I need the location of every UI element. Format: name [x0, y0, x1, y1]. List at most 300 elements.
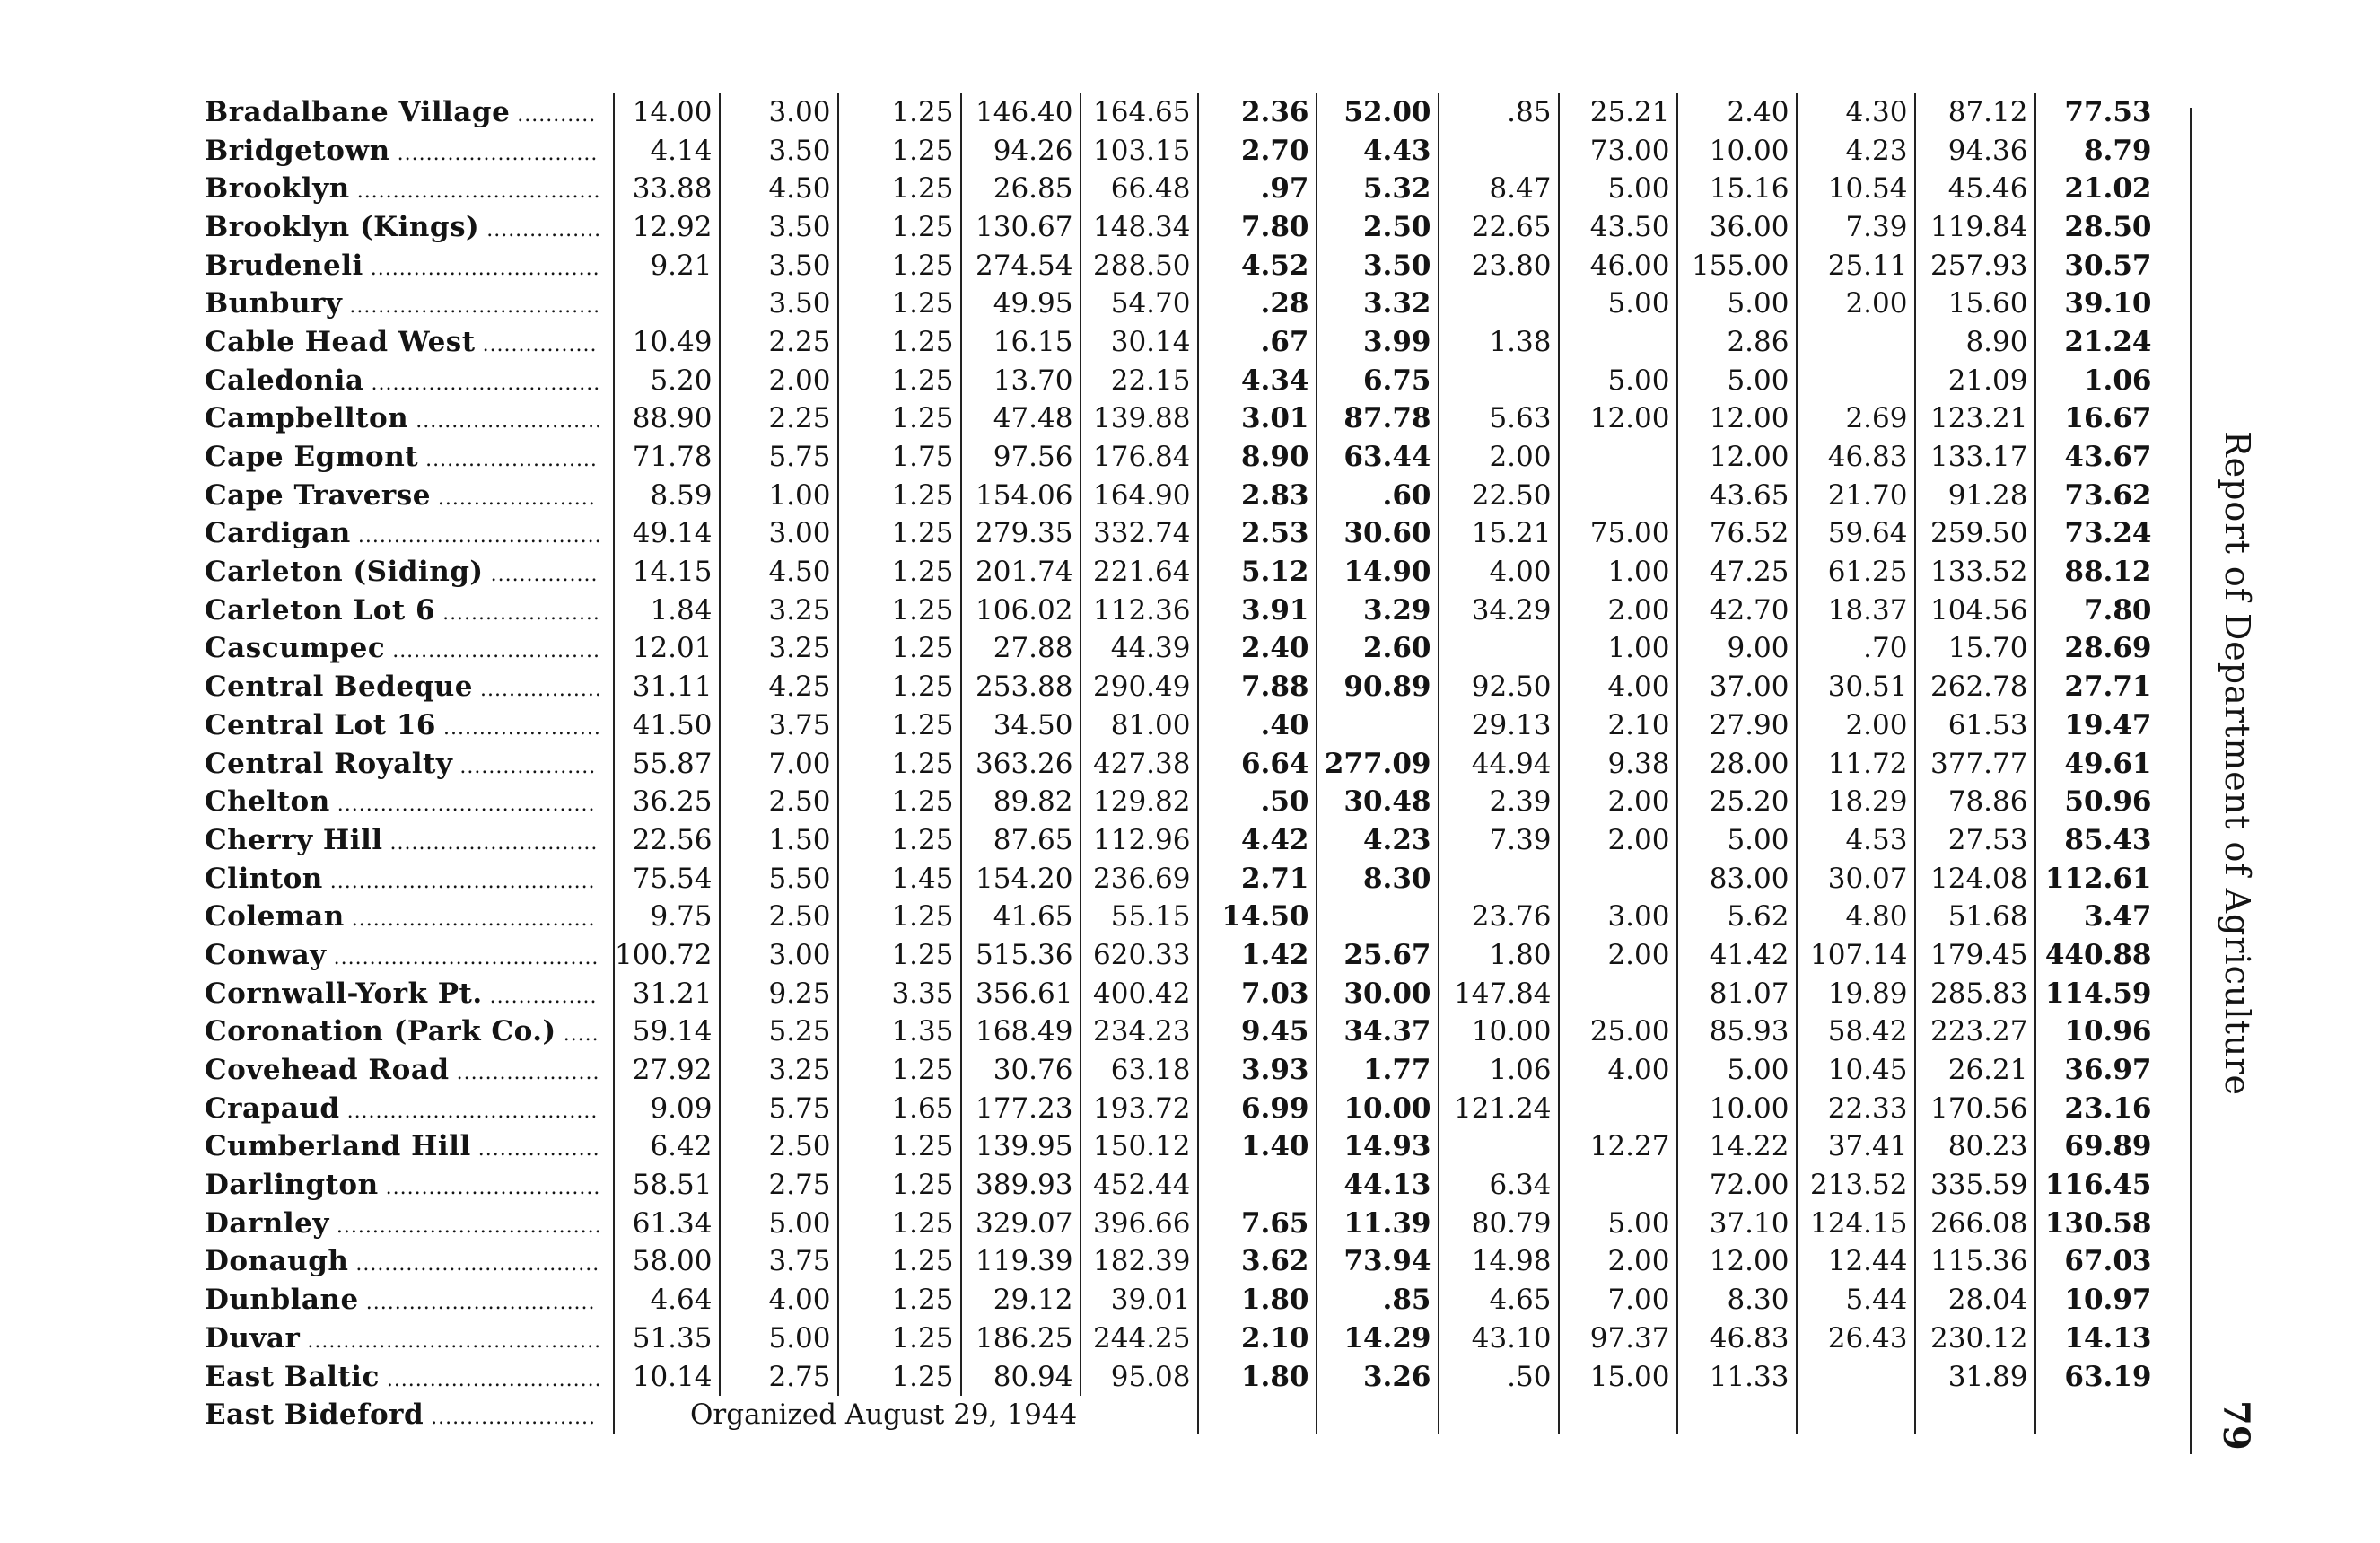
place-name: Bridgetown [205, 134, 390, 167]
table-row [203, 975, 2158, 1013]
value-cell: 10.00 [1439, 1013, 1559, 1052]
leader-dots: .................................. [350, 525, 602, 548]
value-cell: 1.65 [838, 1090, 961, 1128]
value-cell: 7.00 [720, 745, 838, 784]
value-cell: 94.26 [961, 132, 1081, 171]
value-cell: 28.69 [2064, 632, 2152, 665]
value-cell: .97 [1198, 170, 1317, 208]
value-cell: 2.86 [1677, 323, 1797, 362]
value-cell: 30.14 [1081, 323, 1198, 362]
leader-dots: ................. [470, 1138, 600, 1162]
value-cell: 377.77 [1915, 745, 2035, 784]
value-cell: 81.00 [1081, 706, 1198, 745]
value-cell: .50 [1198, 783, 1317, 821]
value-cell: 37.00 [1677, 668, 1797, 706]
value-cell: 3.00 [720, 515, 838, 554]
value-cell: 4.50 [720, 170, 838, 208]
value-cell: 2.00 [1559, 821, 1677, 860]
row-label-cell [203, 553, 614, 592]
value-cell: 3.93 [1198, 1051, 1317, 1090]
value-cell: 130.58 [2044, 1206, 2152, 1240]
place-name: Cape Traverse [205, 478, 431, 512]
value-cell: 14.00 [614, 93, 720, 132]
value-cell: 6.99 [1198, 1090, 1317, 1128]
value-cell: 10.49 [614, 323, 720, 362]
value-cell: .50 [1439, 1358, 1559, 1397]
value-cell: 3.50 [720, 247, 838, 285]
row-label-cell [203, 1051, 614, 1090]
value-cell [1677, 1396, 1797, 1434]
place-name: East Bideford [205, 1398, 424, 1432]
place-name: Brooklyn [205, 172, 350, 206]
value-cell: 440.88 [2044, 938, 2152, 971]
place-name: Duvar [205, 1321, 301, 1355]
value-cell: 14.98 [1439, 1243, 1559, 1282]
value-cell: 49.61 [2064, 747, 2152, 780]
place-name: Caledonia [205, 364, 364, 397]
place-name: Crapaud [205, 1091, 340, 1125]
value-cell: 4.65 [1439, 1281, 1559, 1319]
value-cell [1797, 1396, 1915, 1434]
value-cell: 95.08 [1081, 1358, 1198, 1397]
table-row [203, 170, 2158, 208]
value-cell: 7.88 [1198, 668, 1317, 706]
value-cell: 34.29 [1439, 592, 1559, 630]
value-cell: 4.00 [720, 1281, 838, 1319]
value-cell: 26.85 [961, 170, 1081, 208]
value-cell: 329.07 [961, 1205, 1081, 1243]
row-label-cell [203, 323, 614, 362]
value-cell: 2.00 [1559, 592, 1677, 630]
value-cell: 54.70 [1081, 285, 1198, 323]
value-cell: 28.04 [1915, 1281, 2035, 1319]
leader-dots: ................................... [339, 1100, 599, 1123]
value-cell: 7.80 [2083, 593, 2152, 627]
value-cell: 2.25 [720, 323, 838, 362]
value-cell: 89.82 [961, 783, 1081, 821]
value-cell [1915, 1396, 2035, 1434]
value-cell: 15.00 [1559, 1358, 1677, 1397]
value-cell: 7.00 [1559, 1281, 1677, 1319]
value-cell: 21.70 [1797, 477, 1915, 515]
value-cell: 124.08 [1915, 860, 2035, 899]
row-label-cell [203, 362, 614, 400]
place-name: Cherry Hill [205, 823, 383, 856]
value-cell [1198, 1396, 1317, 1434]
value-cell: 121.24 [1439, 1090, 1559, 1128]
value-cell: 3.50 [720, 132, 838, 171]
value-cell: 73.62 [2064, 478, 2152, 512]
value-cell: 42.70 [1677, 592, 1797, 630]
value-cell: 12.27 [1559, 1128, 1677, 1167]
value-cell [1559, 975, 1677, 1013]
value-cell: 236.69 [1081, 860, 1198, 899]
value-cell [1439, 132, 1559, 171]
value-cell: 2.10 [1559, 706, 1677, 745]
value-cell: 8.30 [1317, 860, 1439, 899]
value-cell [614, 285, 720, 323]
value-cell: 277.09 [1317, 745, 1439, 784]
table-row [203, 323, 2158, 362]
row-label-cell [203, 1090, 614, 1128]
value-cell: 223.27 [1915, 1013, 2035, 1052]
value-cell: 155.00 [1677, 247, 1797, 285]
value-cell: 5.32 [1317, 170, 1439, 208]
value-cell: 52.00 [1317, 93, 1439, 132]
township-financial-table [203, 93, 2158, 1434]
value-cell: 2.00 [1559, 1243, 1677, 1282]
value-cell: 80.79 [1439, 1205, 1559, 1243]
value-cell: 36.25 [614, 783, 720, 821]
leader-dots: .................................... [329, 793, 596, 817]
leader-dots: ...................... [430, 487, 596, 510]
value-cell: 1.25 [838, 936, 961, 975]
value-cell: 21.09 [1915, 362, 2035, 400]
value-cell: 10.00 [1677, 1090, 1797, 1128]
value-cell: 97.37 [1559, 1319, 1677, 1358]
value-cell: 1.25 [838, 1128, 961, 1167]
table-row [203, 285, 2158, 323]
value-cell: 10.00 [1317, 1090, 1439, 1128]
value-cell: 4.42 [1198, 821, 1317, 860]
value-cell: 10.00 [1677, 132, 1797, 171]
row-label-cell [203, 898, 614, 936]
value-cell: 332.74 [1081, 515, 1198, 554]
table-row [203, 208, 2158, 247]
value-cell: 129.82 [1081, 783, 1198, 821]
value-cell: 1.00 [1559, 553, 1677, 592]
row-label-cell [203, 1281, 614, 1319]
value-cell: 43.10 [1439, 1319, 1559, 1358]
value-cell: 71.78 [614, 438, 720, 477]
row-label-cell [203, 1013, 614, 1052]
value-cell: 133.17 [1915, 438, 2035, 477]
table-row [203, 936, 2158, 975]
table-row [203, 668, 2158, 706]
value-cell: 34.50 [961, 706, 1081, 745]
value-cell: 154.06 [961, 477, 1081, 515]
value-cell: 63.19 [2064, 1360, 2152, 1393]
value-cell: 61.34 [614, 1205, 720, 1243]
value-cell: 6.75 [1317, 362, 1439, 400]
place-name: Carleton Lot 6 [205, 593, 436, 627]
value-cell: 106.02 [961, 592, 1081, 630]
value-cell: 3.62 [1198, 1243, 1317, 1282]
value-cell: 1.38 [1439, 323, 1559, 362]
place-name: Brudeneli [205, 249, 363, 282]
value-cell: 3.00 [1559, 898, 1677, 936]
value-cell: 396.66 [1081, 1205, 1198, 1243]
value-cell: 26.43 [1797, 1319, 1915, 1358]
value-cell: 9.21 [614, 247, 720, 285]
value-cell: 31.89 [1915, 1358, 2035, 1397]
row-label-cell [203, 706, 614, 745]
value-cell: 2.10 [1198, 1319, 1317, 1358]
value-cell: 170.56 [1915, 1090, 2035, 1128]
value-cell: 4.14 [614, 132, 720, 171]
value-cell: 1.25 [838, 1281, 961, 1319]
value-cell: 1.50 [720, 821, 838, 860]
value-cell: 112.36 [1081, 592, 1198, 630]
value-cell: 1.25 [838, 1205, 961, 1243]
row-label-cell [203, 400, 614, 439]
value-cell [1317, 1396, 1439, 1434]
value-cell: 7.39 [1797, 208, 1915, 247]
value-cell: 16.15 [961, 323, 1081, 362]
value-cell [1439, 860, 1559, 899]
table-row [203, 1051, 2158, 1090]
value-cell: 1.42 [1198, 936, 1317, 975]
leader-dots: ............................. [385, 640, 600, 663]
value-cell: 130.67 [961, 208, 1081, 247]
row-label-cell [203, 668, 614, 706]
value-cell: 266.08 [1915, 1205, 2035, 1243]
value-cell: 515.36 [961, 936, 1081, 975]
leader-dots: ................................ [363, 372, 601, 395]
value-cell: 9.38 [1559, 745, 1677, 784]
value-cell: 46.83 [1797, 438, 1915, 477]
value-cell: 1.25 [838, 783, 961, 821]
value-cell: 1.84 [614, 592, 720, 630]
value-cell: 1.25 [838, 668, 961, 706]
leader-dots: ............... [482, 985, 598, 1008]
value-cell: 119.39 [961, 1243, 1081, 1282]
value-cell: 43.67 [2064, 441, 2152, 474]
leader-dots: ................. [473, 679, 602, 702]
value-cell: 2.50 [720, 783, 838, 821]
value-cell: 9.00 [1677, 630, 1797, 669]
table-row [203, 438, 2158, 477]
table-row [203, 1396, 2158, 1434]
value-cell [1559, 323, 1677, 362]
leader-dots: ................ [479, 218, 602, 241]
row-label-cell [203, 1166, 614, 1205]
row-label-cell [203, 438, 614, 477]
value-cell [2035, 1396, 2158, 1434]
value-cell: 3.50 [1317, 247, 1439, 285]
leader-dots: ................................ [358, 1292, 596, 1315]
leader-dots: ..... [556, 1023, 599, 1047]
table-row [203, 1128, 2158, 1167]
value-cell: 18.37 [1797, 592, 1915, 630]
value-cell: 3.50 [720, 285, 838, 323]
value-cell: 3.99 [1317, 323, 1439, 362]
value-cell: 164.65 [1081, 93, 1198, 132]
row-label-cell [203, 477, 614, 515]
value-cell: 27.71 [2064, 671, 2152, 704]
value-cell: 7.65 [1198, 1205, 1317, 1243]
leader-dots: ............................. [382, 831, 599, 855]
value-cell: .67 [1198, 323, 1317, 362]
value-cell: 46.00 [1559, 247, 1677, 285]
value-cell: 15.70 [1915, 630, 2035, 669]
value-cell: 2.69 [1797, 400, 1915, 439]
value-cell: 14.90 [1317, 553, 1439, 592]
value-cell: 8.30 [1677, 1281, 1797, 1319]
value-cell: 73.24 [2064, 517, 2152, 550]
value-cell: 10.96 [2064, 1015, 2152, 1048]
value-cell: 5.00 [1559, 285, 1677, 323]
value-cell: 7.39 [1439, 821, 1559, 860]
value-cell: 22.56 [614, 821, 720, 860]
value-cell: 5.00 [1677, 821, 1797, 860]
leader-dots: ........... [510, 103, 597, 127]
value-cell: 4.50 [720, 553, 838, 592]
value-cell: 179.45 [1915, 936, 2035, 975]
value-cell [1559, 1396, 1677, 1434]
row-label-cell [203, 1396, 614, 1434]
value-cell: 36.97 [2064, 1054, 2152, 1087]
value-cell [1439, 362, 1559, 400]
value-cell: 12.00 [1677, 438, 1797, 477]
value-cell: 2.00 [720, 362, 838, 400]
value-cell: 279.35 [961, 515, 1081, 554]
place-name: Campbellton [205, 402, 409, 435]
row-label-cell [203, 592, 614, 630]
value-cell: 2.50 [1317, 208, 1439, 247]
value-cell: .85 [1317, 1281, 1439, 1319]
value-cell: 12.44 [1797, 1243, 1915, 1282]
place-name: Central Bedeque [205, 671, 474, 704]
value-cell: 274.54 [961, 247, 1081, 285]
value-cell: 262.78 [1915, 668, 2035, 706]
table-row [203, 860, 2158, 899]
value-cell: 146.40 [961, 93, 1081, 132]
value-cell: 4.30 [1797, 93, 1915, 132]
place-name: Cumberland Hill [205, 1130, 471, 1163]
leader-dots: ....................... [424, 1407, 597, 1430]
value-cell: 1.06 [2083, 364, 2152, 397]
leader-dots: .................................. [344, 908, 596, 932]
value-cell: 30.07 [1797, 860, 1915, 899]
row-label-cell [203, 208, 614, 247]
value-cell: 1.25 [838, 400, 961, 439]
value-cell: 9.09 [614, 1090, 720, 1128]
value-cell: 1.25 [838, 132, 961, 171]
value-cell: 1.00 [1559, 630, 1677, 669]
table-row [203, 1243, 2158, 1282]
value-cell [1317, 706, 1439, 745]
value-cell: 2.40 [1677, 93, 1797, 132]
place-name: Chelton [205, 785, 330, 819]
value-cell: 1.80 [1198, 1281, 1317, 1319]
value-cell: 3.25 [720, 592, 838, 630]
value-cell: 2.70 [1198, 132, 1317, 171]
leader-dots: ..................................... [326, 946, 599, 969]
table-row [203, 1090, 2158, 1128]
value-cell: 12.01 [614, 630, 720, 669]
value-cell: 10.97 [2064, 1284, 2152, 1317]
value-cell: 290.49 [1081, 668, 1198, 706]
leader-dots: ............................ [389, 142, 599, 165]
value-cell: 90.89 [1317, 668, 1439, 706]
value-cell: 2.39 [1439, 783, 1559, 821]
row-label-cell [203, 1358, 614, 1397]
value-cell: 116.45 [2044, 1169, 2152, 1202]
value-cell: 83.00 [1677, 860, 1797, 899]
table-row [203, 783, 2158, 821]
table-row [203, 898, 2158, 936]
value-cell: 73.00 [1559, 132, 1677, 171]
value-cell: 8.79 [2083, 134, 2152, 167]
value-cell: 1.25 [838, 285, 961, 323]
table-body [203, 93, 2158, 1434]
value-cell: 5.00 [1559, 170, 1677, 208]
table-row [203, 477, 2158, 515]
value-cell: 1.25 [838, 477, 961, 515]
value-cell: 2.25 [720, 400, 838, 439]
row-label-cell [203, 745, 614, 784]
value-cell: 4.00 [1559, 1051, 1677, 1090]
value-cell: 124.15 [1797, 1205, 1915, 1243]
value-cell: 2.53 [1198, 515, 1317, 554]
value-cell: 14.29 [1317, 1319, 1439, 1358]
value-cell: 51.35 [614, 1319, 720, 1358]
value-cell: 44.13 [1317, 1166, 1439, 1205]
value-cell: 61.53 [1915, 706, 2035, 745]
value-cell: 51.68 [1915, 898, 2035, 936]
value-cell [1439, 1128, 1559, 1167]
value-cell: 27.90 [1677, 706, 1797, 745]
value-cell: 23.80 [1439, 247, 1559, 285]
value-cell: 2.00 [1439, 438, 1559, 477]
value-cell: 4.53 [1797, 821, 1915, 860]
value-cell [1439, 285, 1559, 323]
table-row [203, 400, 2158, 439]
value-cell: 41.50 [614, 706, 720, 745]
value-cell: 288.50 [1081, 247, 1198, 285]
value-cell: 112.96 [1081, 821, 1198, 860]
value-cell [1439, 630, 1559, 669]
row-label-cell [203, 783, 614, 821]
value-cell: 100.72 [614, 936, 720, 975]
value-cell: 12.00 [1559, 400, 1677, 439]
place-name: East Baltic [205, 1360, 380, 1393]
value-cell: 3.25 [720, 1051, 838, 1090]
value-cell: 139.88 [1081, 400, 1198, 439]
value-cell: 103.15 [1081, 132, 1198, 171]
value-cell: 356.61 [961, 975, 1081, 1013]
value-cell: 8.59 [614, 477, 720, 515]
organized-note: Organized August 29, 1944 [614, 1396, 1198, 1434]
value-cell: 2.50 [720, 1128, 838, 1167]
value-cell: 85.43 [2064, 823, 2152, 856]
value-cell: 4.00 [1439, 553, 1559, 592]
value-cell: 31.11 [614, 668, 720, 706]
value-cell: 58.51 [614, 1166, 720, 1205]
leader-dots: .................................. [348, 1253, 600, 1276]
value-cell: 5.00 [1559, 1205, 1677, 1243]
value-cell: 1.25 [838, 208, 961, 247]
table-row [203, 745, 2158, 784]
value-cell: 43.65 [1677, 477, 1797, 515]
value-cell: 1.25 [838, 706, 961, 745]
value-cell: 6.34 [1439, 1166, 1559, 1205]
value-cell: 81.07 [1677, 975, 1797, 1013]
value-cell: 3.50 [720, 208, 838, 247]
value-cell: 6.64 [1198, 745, 1317, 784]
value-cell: 5.12 [1198, 553, 1317, 592]
value-cell: 1.25 [838, 515, 961, 554]
value-cell: 19.89 [1797, 975, 1915, 1013]
value-cell: 37.41 [1797, 1128, 1915, 1167]
value-cell: 1.25 [838, 745, 961, 784]
value-cell: 22.50 [1439, 477, 1559, 515]
value-cell: 3.32 [1317, 285, 1439, 323]
value-cell: 5.00 [1559, 362, 1677, 400]
value-cell: 1.25 [838, 1319, 961, 1358]
value-cell: 49.14 [614, 515, 720, 554]
